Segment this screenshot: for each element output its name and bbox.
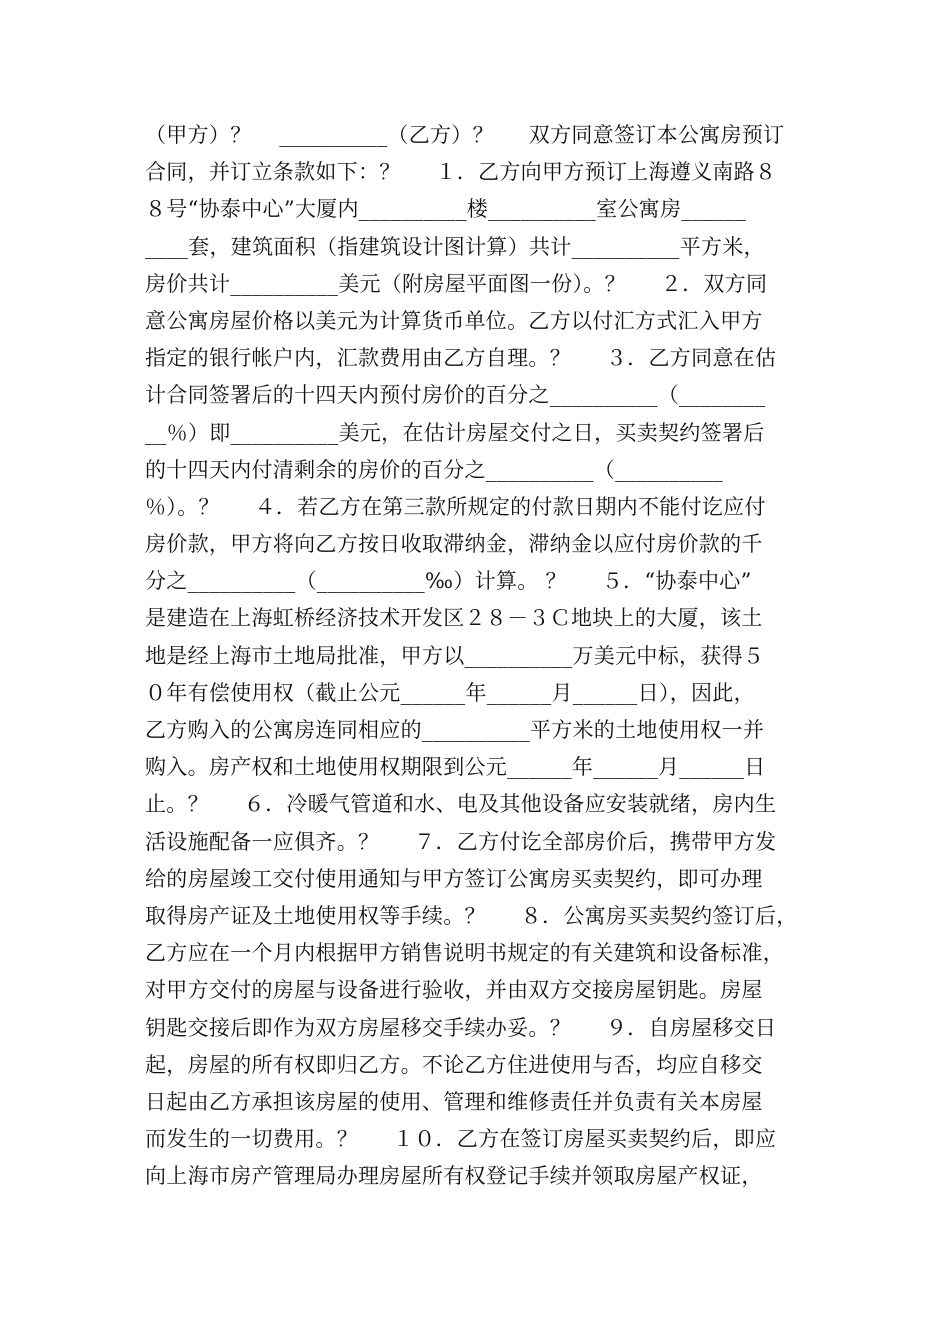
text-line-1: （甲方）？ __________（乙方）？ 双方同意签订本公寓房预订: [145, 123, 785, 147]
text-line-13: 分之__________（__________‰）计算。 ？ ５．“协泰中心”: [145, 569, 752, 594]
text-line-10: 的十四天内付清剩余的房价的百分之__________（__________: [145, 457, 724, 482]
text-line-18: 购入。房产权和土地使用权期限到公元______年______月______日: [145, 755, 766, 780]
text-line-2: 合同，并订立条款如下：？ １．乙方向甲方预订上海遵义南路８: [145, 160, 777, 185]
text-line-28: 而发生的一切费用。？ １０．乙方在签订房屋买卖契约后，即应: [145, 1127, 777, 1152]
text-line-5: 房价共计__________美元（附房屋平面图一份）。？ ２．双方同: [145, 271, 768, 296]
text-line-4: ____套，建筑面积（指建筑设计图计算）共计__________平方米，: [145, 234, 765, 259]
contract-body: [145, 117, 845, 1195]
text-line-16: ０年有偿使用权（截止公元______年______月______日），因此，: [145, 680, 755, 705]
text-line-3: ８号“协泰中心”大厦内__________楼__________室公寓房______: [145, 197, 747, 222]
text-line-22: 取得房产证及土地使用权等手续。？ ８．公寓房买卖契约签订后，: [145, 903, 798, 928]
text-line-15: 地是经上海市土地局批准，甲方以__________万美元中标，获得５: [145, 643, 765, 668]
text-line-8: 计合同签署后的十四天内预付房价的百分之__________（________: [145, 383, 766, 408]
text-line-23: 乙方应在一个月内根据甲方销售说明书规定的有关建筑和设备标准，: [145, 941, 784, 966]
text-line-7: 指定的银行帐户内，汇款费用由乙方自理。？ ３．乙方同意在估: [145, 346, 777, 371]
text-line-19: 止。？ ６．冷暖气管道和水、电及其他设备应安装就绪，房内生: [145, 792, 777, 817]
text-line-24: 对甲方交付的房屋与设备进行验收，并由双方交接房屋钥匙。房屋: [145, 978, 763, 1003]
text-line-20: 活设施配备一应俱齐。？ ７．乙方付讫全部房价后，携带甲方发: [145, 829, 777, 854]
text-line-12: 房价款，甲方将向乙方按日收取滞纳金，滞纳金以应付房价款的千: [145, 532, 763, 557]
text-line-26: 起，房屋的所有权即归乙方。不论乙方住进使用与否，均应自移交: [145, 1052, 763, 1077]
text-line-25: 钥匙交接后即作为双方房屋移交手续办妥。？ ９．自房屋移交日: [145, 1015, 777, 1040]
text-line-14: 是建造在上海虹桥经济技术开发区２８－３Ｃ地块上的大厦，该土: [145, 606, 763, 631]
text-line-21: 给的房屋竣工交付使用通知与甲方签订公寓房买卖契约，即可办理: [145, 866, 763, 891]
text-line-29: 向上海市房产管理局办理房屋所有权登记手续并领取房屋产权证，: [145, 1164, 763, 1189]
text-line-17: 乙方购入的公寓房连同相应的__________平方米的土地使用权一并: [145, 718, 765, 742]
text-line-6: 意公寓房屋价格以美元为计算货币单位。乙方以付汇方式汇入甲方: [145, 308, 763, 333]
text-line-11: ％）。？ ４．若乙方在第三款所规定的付款日期内不能付讫应付: [145, 494, 766, 519]
text-line-27: 日起由乙方承担该房屋的使用、管理和维修责任并负责有关本房屋: [145, 1089, 763, 1114]
text-line-9: __％）即__________美元，在估计房屋交付之日，买卖契约签署后: [145, 420, 765, 445]
